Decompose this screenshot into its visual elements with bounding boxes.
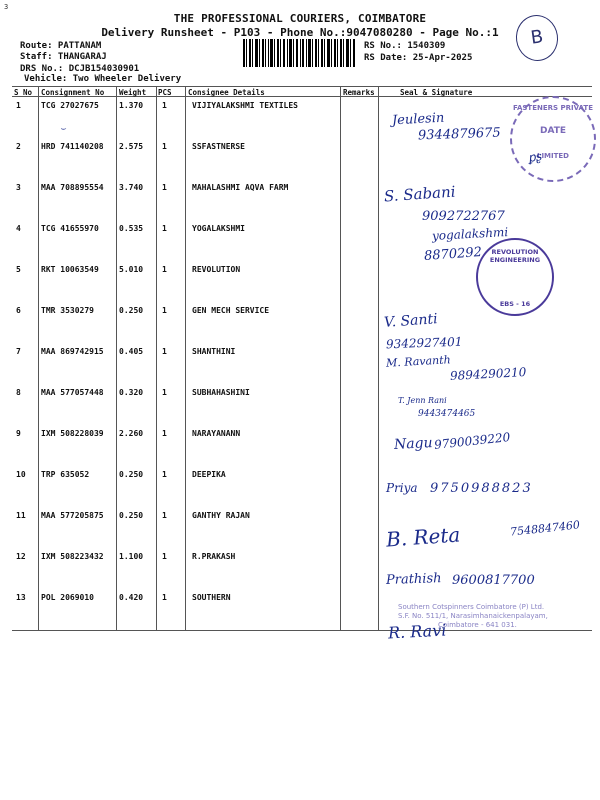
cell-sno: 3: [16, 183, 21, 192]
rs-date: RS Date: 25-Apr-2025: [364, 53, 473, 63]
cell-sno: 6: [16, 306, 21, 315]
cell-consignee: MAHALASHMI AQVA FARM: [192, 183, 289, 192]
cell-weight: 0.250: [119, 511, 144, 520]
rs-number: RS No.: 1540309: [364, 41, 446, 51]
cell-consignment: RKT 10063549: [41, 265, 99, 274]
cell-weight: 0.535: [119, 224, 144, 233]
cell-consignment: HRD 741140208: [41, 142, 104, 151]
cell-consignment: MAA 708895554: [41, 183, 104, 192]
cell-sno: 12: [16, 552, 26, 561]
stamp-text: LIMITED: [536, 152, 569, 160]
cell-sno: 9: [16, 429, 21, 438]
cell-pcs: 1: [162, 306, 167, 315]
signature: Nagu: [393, 435, 433, 453]
cell-consignee: REVOLUTION: [192, 265, 241, 274]
handwritten-phone: 9750988823: [430, 481, 533, 496]
cell-consignee: SOUTHERN: [192, 593, 231, 602]
cell-consignment: MAA 577205875: [41, 511, 104, 520]
cell-weight: 5.010: [119, 265, 144, 274]
revolution-stamp-icon: [476, 238, 554, 316]
signature: V. Santi: [383, 311, 439, 331]
signature: M. Ravanth: [385, 353, 452, 370]
col-header-remarks: Remarks: [343, 88, 375, 97]
company-title: THE PROFESSIONAL COURIERS, COIMBATORE: [173, 12, 427, 25]
drs-number: DRS No.: DCJB154030901: [20, 64, 140, 74]
cell-weight: 0.250: [119, 306, 144, 315]
runsheet-subtitle: Delivery Runsheet - P103 - Phone No.:9047080280 - Page No.:1: [101, 26, 499, 39]
handwritten-name: yogalakshmi: [431, 225, 509, 243]
handwritten-phone: 8870292: [423, 244, 483, 265]
vehicle-label: Vehicle: Two Wheeler Delivery: [24, 74, 182, 84]
col-header-pcs: PCS: [158, 88, 172, 97]
col-header-sno: S No: [14, 88, 33, 97]
col-header-weight: Weight: [119, 88, 147, 97]
cell-consignment: IXM 508223432: [41, 552, 104, 561]
cell-sno: 7: [16, 347, 21, 356]
cell-consignment: IXM 508228039: [41, 429, 104, 438]
table-row: [12, 97, 592, 138]
signature: Jeulesin: [391, 110, 445, 129]
cell-sno: 4: [16, 224, 21, 233]
cell-weight: 0.320: [119, 388, 144, 397]
signature-scribble-icon: ꝑʂ: [526, 148, 543, 166]
cell-consignee: DEEPIKA: [192, 470, 226, 479]
stamp-text: S.F. No. 511/1, Narasimhanaickenpalayam,: [398, 612, 548, 620]
table-top-border: [12, 86, 592, 87]
cell-sno: 5: [16, 265, 21, 274]
handwritten-phone: 9894290210: [449, 365, 527, 383]
cell-weight: 1.370: [119, 101, 144, 110]
cell-sno: 11: [16, 511, 26, 520]
signature: Prathish: [385, 571, 442, 588]
handwritten-phone: 9600817700: [452, 573, 535, 588]
cell-consignee: VIJIYALAKSHMI TEXTILES: [192, 101, 298, 110]
signature: S. Sabani: [383, 182, 457, 206]
cell-sno: 8: [16, 388, 21, 397]
cell-pcs: 1: [162, 265, 167, 274]
circled-mark: B: [513, 12, 561, 63]
col-header-seal-signature: Seal & Signature: [400, 88, 473, 97]
cell-sno: 10: [16, 470, 26, 479]
cell-pcs: 1: [162, 511, 167, 520]
cell-weight: 0.420: [119, 593, 144, 602]
col-header-consignee: Consignee Details: [188, 88, 265, 97]
stamp-text: Southern Cotspinners Coimbatore (P) Ltd.: [398, 603, 545, 611]
cell-consignment: MAA 577057448: [41, 388, 104, 397]
cell-sno: 13: [16, 593, 26, 602]
signature: T. Jenn Rani: [398, 396, 447, 405]
cell-pcs: 1: [162, 593, 167, 602]
cell-sno: 1: [16, 101, 21, 110]
col-header-consignment: Consignment No: [41, 88, 105, 97]
fastener-stamp-icon: [510, 96, 596, 182]
table-row: [12, 507, 592, 548]
cell-consignment: MAA 869742915: [41, 347, 104, 356]
signature: Priya: [386, 481, 418, 495]
stamp-text: REVOLUTION ENGINEERING: [489, 248, 541, 264]
cell-weight: 0.405: [119, 347, 144, 356]
cell-consignee: GEN MECH SERVICE: [192, 306, 270, 315]
stamp-text: FASTENERS PRIVATE: [512, 104, 593, 112]
cell-pcs: 1: [162, 429, 167, 438]
signature: R. Ravi: [387, 620, 447, 643]
cell-consignment: TRP 635052: [41, 470, 90, 479]
cell-consignee: GANTHY RAJAN: [192, 511, 250, 520]
cell-consignment: POL 2069010: [41, 593, 94, 602]
staff-label: Staff: THANGARAJ: [20, 52, 107, 62]
cell-sno: 2: [16, 142, 21, 151]
handwritten-phone: 9443474465: [418, 409, 476, 419]
runsheet-table: [12, 86, 592, 631]
barcode-icon: [243, 39, 355, 67]
cell-consignee: NARAYANANN: [192, 429, 241, 438]
cell-consignee: R.PRAKASH: [192, 552, 236, 561]
cell-weight: 3.740: [119, 183, 144, 192]
cell-weight: 1.100: [119, 552, 144, 561]
cell-pcs: 1: [162, 224, 167, 233]
cell-pcs: 1: [162, 142, 167, 151]
cell-consignee: SSFASTNERSE: [192, 142, 245, 151]
stamp-text: Coimbatore - 641 031.: [438, 621, 517, 629]
cell-weight: 0.250: [119, 470, 144, 479]
route-label: Route: PATTANAM: [20, 41, 102, 51]
handwritten-phone: 9344879675: [417, 125, 501, 144]
table-row: [12, 138, 592, 179]
table-row: [12, 179, 592, 220]
cell-pcs: 1: [162, 101, 167, 110]
cell-pcs: 1: [162, 552, 167, 561]
cell-pcs: 1: [162, 388, 167, 397]
cell-weight: 2.260: [119, 429, 144, 438]
cell-consignment: TMR 3530279: [41, 306, 94, 315]
stamp-text: EBS - 16: [499, 300, 531, 308]
page-corner-number: 3: [4, 3, 9, 11]
tick-mark-icon: ⌣: [60, 124, 66, 134]
cell-pcs: 1: [162, 470, 167, 479]
cell-consignee: SHANTHINI: [192, 347, 236, 356]
cell-consignee: SUBHAHASHINI: [192, 388, 250, 397]
table-row: [12, 384, 592, 425]
handwritten-phone: 7548847460: [509, 518, 581, 539]
handwritten-phone: 9092722767: [422, 209, 505, 224]
handwritten-phone: 9342927401: [385, 334, 463, 352]
stamp-date-label: DATE: [539, 126, 567, 136]
cell-weight: 2.575: [119, 142, 144, 151]
cell-consignment: TCG 41655970: [41, 224, 99, 233]
cell-pcs: 1: [162, 347, 167, 356]
cell-consignment: TCG 27027675: [41, 101, 99, 110]
cell-consignee: YOGALAKSHMI: [192, 224, 245, 233]
handwritten-phone: 9790039220: [433, 430, 511, 452]
cell-pcs: 1: [162, 183, 167, 192]
signature: B. Reta: [385, 522, 462, 552]
